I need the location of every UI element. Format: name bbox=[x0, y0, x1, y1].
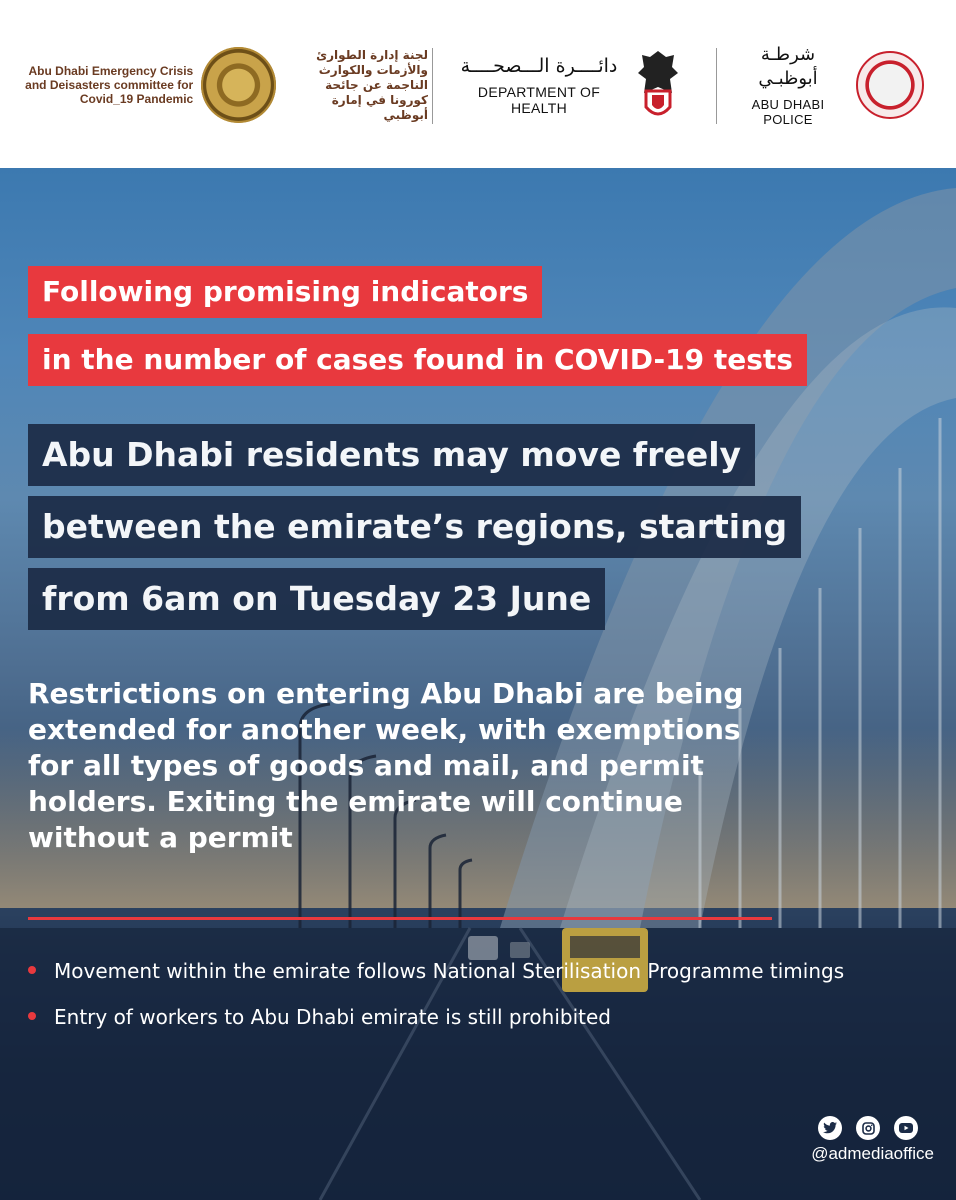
committee-name-en: Abu Dhabi Emergency Crisis and Deisasters committee for Covid_19 Pandemic bbox=[25, 64, 194, 106]
intro-label-line1: Following promising indicators bbox=[28, 266, 542, 318]
paragraph-line: holders. Exiting the emirate will continue bbox=[28, 785, 683, 818]
header-logos bbox=[0, 0, 956, 168]
committee-logo-block bbox=[20, 40, 428, 130]
health-department-logo-block bbox=[450, 40, 680, 130]
list-item bbox=[28, 958, 848, 984]
twitter-icon[interactable] bbox=[818, 1116, 842, 1140]
youtube-icon[interactable] bbox=[894, 1116, 918, 1140]
list-item-text: Entry of workers to Abu Dhabi emirate is still prohibited bbox=[54, 1005, 611, 1029]
bullet-dot-icon bbox=[28, 966, 36, 974]
police-text bbox=[730, 43, 846, 127]
list-item bbox=[28, 1004, 848, 1030]
bullet-dot-icon bbox=[28, 1012, 36, 1020]
committee-seal-icon bbox=[201, 47, 276, 123]
health-department-text bbox=[450, 54, 628, 116]
police-logo-block bbox=[730, 40, 945, 130]
paragraph-line: for all types of goods and mail, and permit bbox=[28, 749, 704, 782]
main-headline-line2: between the emirate’s regions, starting bbox=[28, 496, 801, 558]
header-divider bbox=[716, 48, 717, 124]
social-icons bbox=[818, 1116, 918, 1140]
header-divider bbox=[432, 48, 433, 124]
main-headline-line1: Abu Dhabi residents may move freely bbox=[28, 424, 755, 486]
health-department-name-ar: دائــــرة الـــصحــــة bbox=[460, 55, 618, 77]
paragraph-line: extended for another week, with exemptions bbox=[28, 713, 741, 746]
health-department-name-en: DEPARTMENT OF HEALTH bbox=[477, 84, 601, 116]
police-name-en: ABU DHABI POLICE bbox=[751, 97, 825, 127]
restrictions-paragraph bbox=[28, 676, 868, 856]
falcon-emblem-icon bbox=[636, 47, 680, 123]
bullet-list bbox=[28, 958, 848, 1050]
committee-name-ar: لجنة إدارة الطوارئ والأزمات والكوارث الناجمة عن جائحة كورونا في إمارة أبوظبي bbox=[316, 47, 428, 122]
main-headline-line3: from 6am on Tuesday 23 June bbox=[28, 568, 605, 630]
instagram-icon[interactable] bbox=[856, 1116, 880, 1140]
paragraph-line: without a permit bbox=[28, 821, 293, 854]
list-item-text: Movement within the emirate follows National Sterilisation Programme timings bbox=[54, 959, 845, 983]
social-handle[interactable]: @admediaoffice bbox=[811, 1144, 934, 1163]
section-divider bbox=[28, 917, 772, 920]
police-emblem-icon bbox=[856, 51, 924, 119]
intro-label-line2: in the number of cases found in COVID-19 tests bbox=[28, 334, 807, 386]
police-name-ar: شرطـة أبوظبـي bbox=[758, 44, 818, 89]
paragraph-line: Restrictions on entering Abu Dhabi are being bbox=[28, 677, 744, 710]
